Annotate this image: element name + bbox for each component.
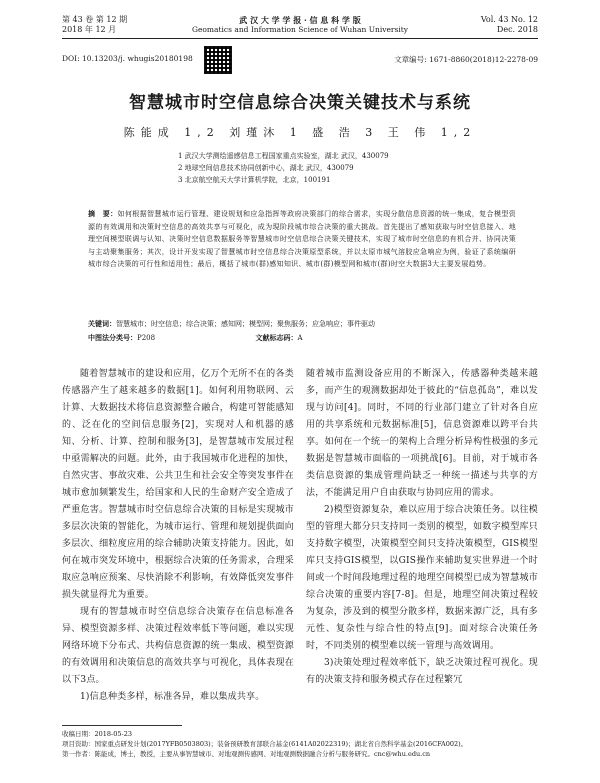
clc-label: 中图法分类号：: [88, 333, 137, 342]
abstract: [88, 208, 516, 271]
header-journal-en: Geomatics and Information Science of Wuhan University: [191, 25, 409, 34]
abstract-text: 如何根据智慧城市运行管理、建设规划和应急指挥等政府决策部门的综合需求，实现分散信息资源的统一集成，复合模型资源的有效调用和决策时空信息的高效共享与可视化，成为現阶段城市综合决策的重大挑战。首先提出了感知获取与时空信息接入、地理空间模型联调与认知、决策时空信息数据服务等智慧城市时空信息综合决策关键技术，实现了城市时空信息的有机合并、协同决策与主动聚集服务；其次，设计开发实现了智慧城市时空信息综合决策原型系统，并以太原市城气溶胶应急响应为例，验证了系统编研城市综合决策的可行性和适用性；最后，概括了城市(群)感知知识、城市(群)模型网和城市(群)时空大数据3大主要发展趋势。: [88, 210, 517, 269]
keywords-label: 关键词：: [88, 319, 116, 328]
body-paragraph: 现有的智慧城市时空信息综合决策存在信息标准各异、模型资源多样、决策过程效率低下等问题，难以实现网络环境下分布式、共构信息资源的统一集成、模型资源的有效调用和决策信息的高效共享与可视化，具体表现在以下3点。: [62, 607, 294, 685]
footnote-funding: 项目资助：国家重点研发计划(2017YFB0503803)；装备预研教育部联合基金(6141A02022319)；湖北省自然科学基金(2016CFA002)。: [62, 740, 468, 748]
footnotes: [62, 729, 538, 759]
doc-code: A: [297, 334, 303, 342]
keywords-text: 智慧城市；时空信息；综合决策；感知网；模型网；聚焦服务；应急响应；事件驱动: [116, 320, 375, 328]
qr-code-icon: [204, 46, 232, 74]
abstract-label: 摘 要：: [88, 209, 118, 218]
header-date: 2018 年 12 月: [62, 25, 117, 34]
header-date-en: Dec. 2018: [496, 25, 538, 34]
body-paragraph: 1)信息种类多样，标准各异，难以集成共享。: [80, 692, 265, 702]
authors: 陈能成 1,2 刘瑾沐 1 盛 浩 3 王 伟 1,2: [123, 126, 477, 139]
affiliation-item: 2 地球空间信息技术协同创新中心，湖北 武汉，430079: [178, 164, 354, 172]
footnote-rule: [62, 725, 182, 726]
header-journal-cn: 武 汉 大 学 学 报 · 信 息 科 学 版: [239, 15, 361, 25]
header-volume: 第 43 卷 第 12 期: [62, 15, 128, 24]
classification: [88, 332, 516, 344]
body-paragraph: 2)模型资源复杂，难以应用于综合决策任务。以往模型的管理大都分只支持同一类别的模型，如数字模型库只支持数字模型，决策模型空间只支持决策模型，GIS模型库只支持GIS模型，以GIS操作来辅助复实世界进一个时间或一个时间段地理过程的地理空间模型已成为智慧城市综合决策的重要内容[7-8]。但是，地理空间决策过程较为复杂，涉及到的模型分散多样，数据来源广泛，具有多元性、复杂性与综合性的特点[9]。面对综合决策任务时，不同类别的模型难以统一管理与高效调用。: [306, 505, 538, 651]
article-number: 文章编号: 1671-8860(2018)12-2278-09: [394, 55, 538, 64]
body-paragraph: 3)决策处理过程效率低下，缺乏决策过程可视化。现有的决策支持和服务模式存在过程繁冗: [306, 658, 538, 685]
doi: DOI: 10.13203/j. whugis20180198: [62, 54, 193, 63]
header-vol-en: Vol. 43 No. 12: [480, 15, 538, 24]
clc-code: P208: [137, 334, 156, 342]
affiliation-item: 3 北京航空航天大学计算机学院，北京，100191: [178, 176, 331, 184]
right-column: [306, 366, 538, 689]
paper-title: 智慧城市时空信息综合决策关键技术与系统: [129, 93, 471, 113]
keywords: [88, 318, 516, 330]
affiliations: [178, 150, 498, 186]
header-rule: [62, 38, 538, 39]
body-paragraph: 随着智慧城市的建设和应用，亿万个无所不在的各类传感器产生了越来越多的数据[1]。如何利用物联网、云计算、大数据技术将信息资源整合融合，构建可智能感知的、泛在化的空间信息服务[2]，实现对人和机器的感知、分析、计算、控制和服务[3]，是智慧城市发展过程中亟需解决的问题。此外，由于我国城市化进程的加快，自然灾害、事故灾难、公共卫生和社会安全等突发事件在城市愈加频繁发生，给国家和人民的生命财产安全造成了严重危害。智慧城市时空信息综合决策的目标是实现城市多层次决策的智能化，为城市运行、管理和规划提供面向多层次、细粒度应用的综合辅助决策支持能力。因此，如何在城市突发环境中，根据综合决策的任务需求，合理采取应急响应预案、尽快消除不利影响，有效降低突发事件损失就显得尤为重要。: [62, 369, 294, 600]
affiliation-item: 1 武汉大学测绘遥感信息工程国家重点实验室，湖北 武汉，430079: [178, 152, 389, 160]
footnote-received: 收稿日期：2018-05-23: [62, 730, 132, 738]
left-column: [62, 366, 294, 706]
body-paragraph: 随着城市监测设备应用的不断深入，传感器种类越来越多，而产生的观测数据却处于彼此的“信息孤岛”，难以发现与访问[4]。同时，不同的行业部门建立了针对各自应用的共享系统和元数据标准[5]，信息资源难以跨平台共享。如何在一个统一的架构上合理分析异构性极强的多元数据是智慧城市面临的一项挑战[6]。目前，对于城市各类信息资源的集成管理尚缺乏一种统一描述与共享的方法，不能满足用户自由获取与协同应用的需求。: [306, 369, 538, 498]
footnote-author: 第一作者：陈能成，博士，教授，主要从事智慧城市、对地观测传感网、对地观测数据融合分析与服务研究。cnc@whu.edu.cn: [62, 750, 431, 758]
doc-code-label: 文献标志码：: [255, 333, 298, 342]
